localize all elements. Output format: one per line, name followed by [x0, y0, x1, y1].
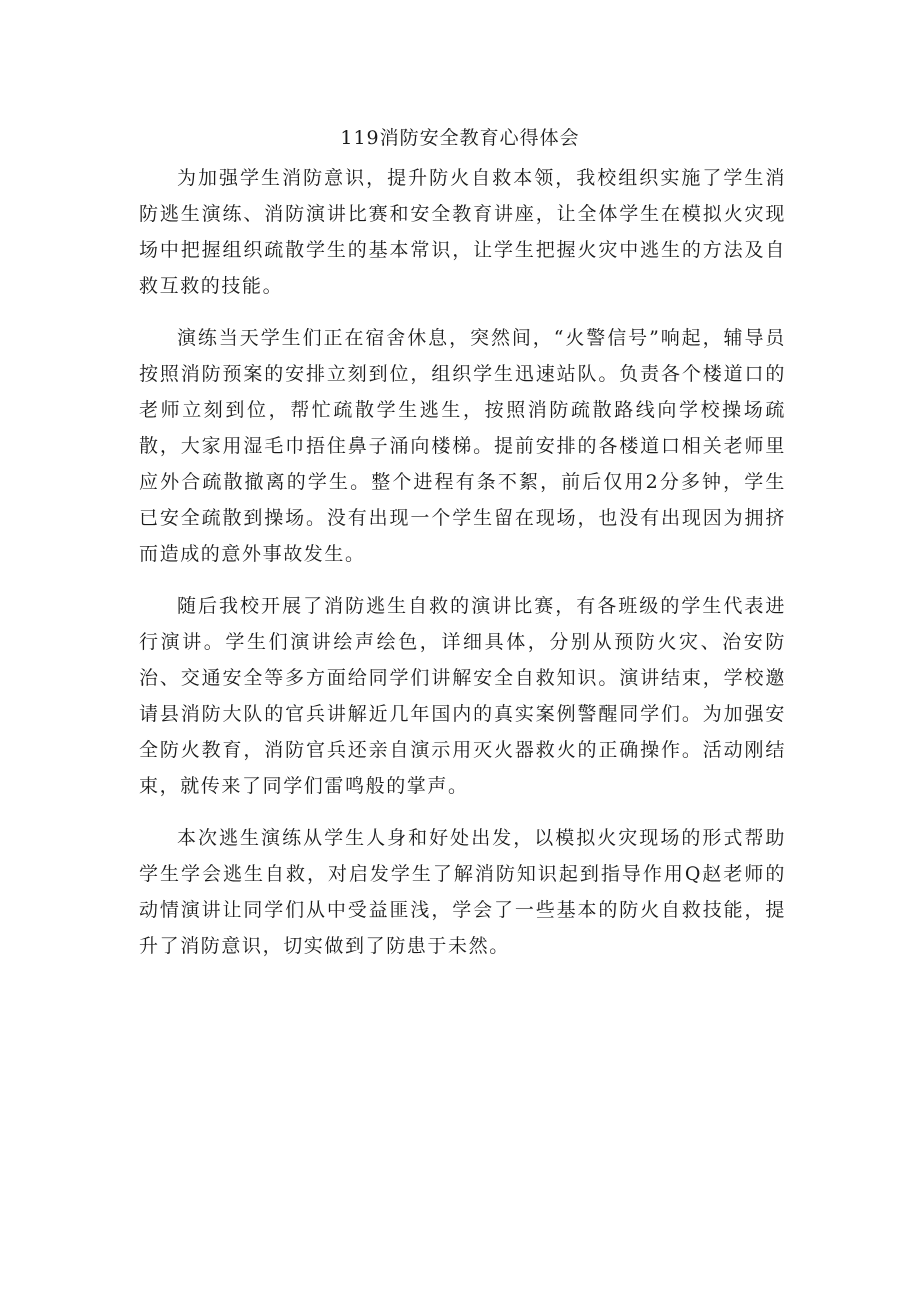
- paragraph-summary: 本次逃生演练从学生人身和好处出发，以模拟火灾现场的形式帮助学生学会逃生自救，对启发学生了解消防知识起到指导作用Q赵老师的动情演讲让同学们从中受益匪浅，学会了一些基本的防火自救技能，提升了消防意识，切实做到了防患于未然。: [139, 827, 786, 957]
- paragraph-speech-contest: 随后我校开展了消防逃生自救的演讲比赛，有各班级的学生代表进行演讲。学生们演讲绘声绘色，详细具体，分别从预防火灾、治安防治、交通安全等多方面给同学们讲解安全自救知识。演讲结束，学校邀请县消防大队的官兵讲解近几年国内的真实案例警醒同学们。为加强安全防火教育，消防官兵还亲自演示用灭火器救火的正确操作。活动刚结束，就传来了同学们雷鸣般的掌声。: [139, 595, 786, 797]
- document-title: 119消防安全教育心得体会: [340, 127, 580, 149]
- paragraph-drill: 演练当天学生们正在宿舍休息，突然间，“火警信号”响起，辅导员按照消防预案的安排立刻到位，组织学生迅速站队。负责各个楼道口的老师立刻到位，帮忙疏散学生逃生，按照消防疏散路线向学校操场疏散，大家用湿毛巾捂住鼻子涌向楼梯。提前安排的各楼道口相关老师里应外合疏散撤离的学生。整个进程有条不絮，前后仅用2分多钟，学生已安全疏散到操场。没有出现一个学生留在现场，也没有出现因为拥挤而造成的意外事故发生。: [139, 327, 786, 565]
- document-body: [139, 160, 786, 980]
- paragraph-intro: 为加强学生消防意识，提升防火自救本领，我校组织实施了学生消防逃生演练、消防演讲比赛和安全教育讲座，让全体学生在模拟火灾现场中把握组织疏散学生的基本常识，让学生把握火灾中逃生的方法及自救互救的技能。: [139, 167, 786, 297]
